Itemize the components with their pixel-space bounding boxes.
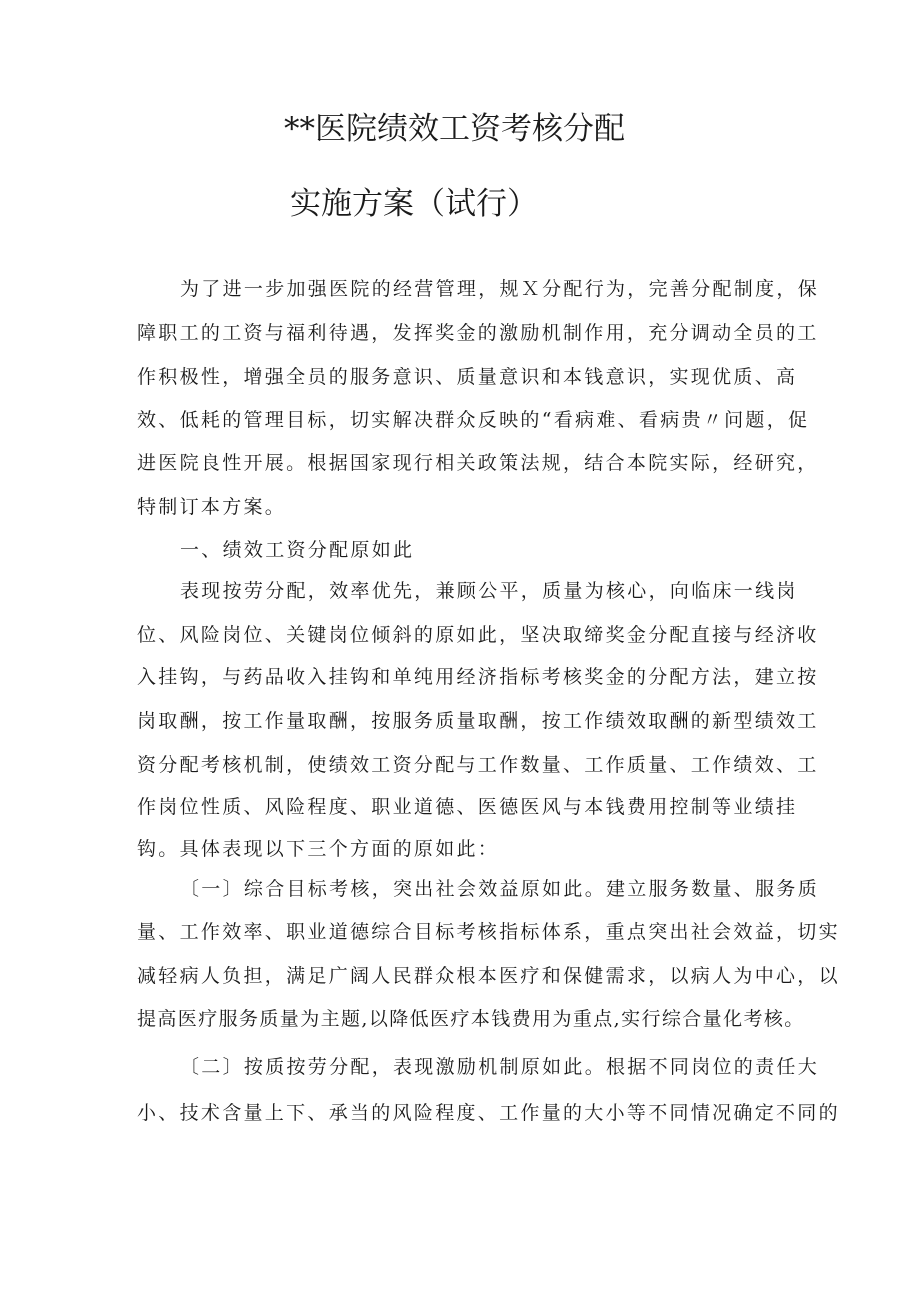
text-line: 入挂钩，与药品收入挂钩和单纯用经济指标考核奖金的分配方法，建立按 <box>137 666 819 688</box>
text-line: 〔一〕综合目标考核，突出社会效益原如此。建立服务数量、服务质 <box>180 878 820 900</box>
document-subtitle: 实施方案（试行） <box>290 186 538 222</box>
text-line: 进医院良性开展。根据国家现行相关政策法规，结合本院实际，经研究， <box>137 452 819 474</box>
text-line: 特制订本方案。 <box>137 496 287 518</box>
text-line: 为了进一步加强医院的经营管理，规Ｘ分配行为，完善分配制度，保 <box>180 278 820 300</box>
text-line: 表现按劳分配，效率优先，兼顾公平，质量为核心，向临床一线岗 <box>180 580 798 602</box>
text-line: 作岗位性质、风险程度、职业道德、医德医风与本钱费用控制等业绩挂 <box>137 796 798 818</box>
text-line: 减轻病人负担，满足广阔人民群众根本医疗和保健需求，以病人为中心，以 <box>137 965 840 987</box>
text-line: 位、风险岗位、关键岗位倾斜的原如此，坚决取缔奖金分配直接与经济收 <box>137 624 819 646</box>
document-title: **医院绩效工资考核分配 <box>284 111 625 147</box>
text-line: 小、技术含量上下、承当的风险程度、工作量的大小等不同情况确定不同的 <box>137 1102 840 1124</box>
section-heading: 一、绩效工资分配原如此 <box>180 539 415 561</box>
text-line: 提高医疗服务质量为主题,以降低医疗本钱费用为重点,实行综合量化考核。 <box>137 1008 805 1030</box>
text-line: 量、工作效率、职业道德综合目标考核指标体系，重点突出社会效益，切实 <box>137 921 840 943</box>
text-line: 岗取酬，按工作量取酬，按服务质量取酬，按工作绩效取酬的新型绩效工 <box>137 710 819 732</box>
text-line: 效、低耗的管理目标，切实解决群众反映的“看病难、看病贵〃问题，促 <box>137 409 810 431</box>
text-line: 作积极性，增强全员的服务意识、质量意识和本钱意识，实现优质、高 <box>137 366 798 388</box>
text-line: 〔二〕按质按劳分配，表现激励机制原如此。根据不同岗位的责任大 <box>180 1056 820 1078</box>
text-line: 资分配考核机制，使绩效工资分配与工作数量、工作质量、工作绩效、工 <box>137 754 819 776</box>
text-line: 障职工的工资与福利待遇，发挥奖金的激励机制作用，充分调动全员的工 <box>137 322 819 344</box>
text-line: 钩。具体表现以下三个方面的原如此： <box>137 838 500 860</box>
